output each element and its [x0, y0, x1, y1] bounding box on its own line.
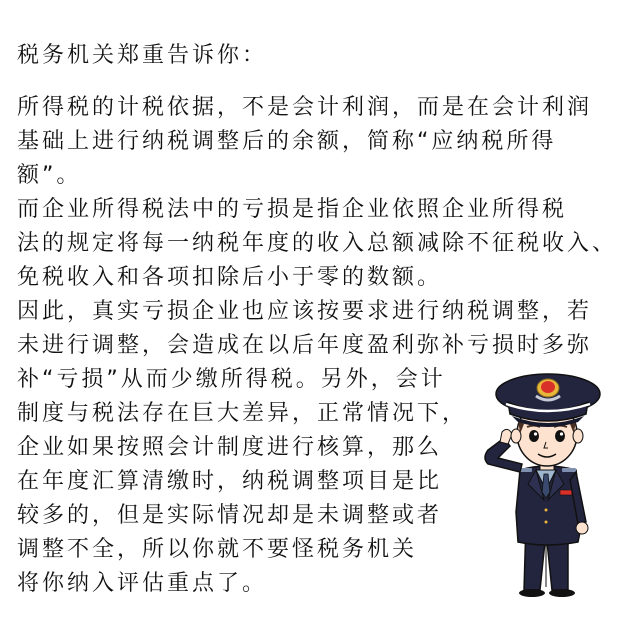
text-line: 制度与税法存在巨大差异，正常情况下，: [17, 401, 468, 426]
text-line: 额”。: [17, 163, 82, 188]
text-line: 基础上进行纳税调整后的余额，简称“应纳税所得: [17, 129, 557, 154]
page-title: 税务机关郑重告诉你：: [17, 43, 268, 68]
text-line: 在年度汇算清缴时，纳税调整项目是比: [17, 469, 443, 494]
text-line: 而企业所得税法中的亏损是指企业依照企业所得税: [17, 197, 568, 222]
text-line: 所得税的计税依据，不是会计利润，而是在会计利润: [17, 95, 593, 120]
tax-officer-illustration: [478, 372, 618, 602]
text-line: 法的规定将每一纳税年度的收入总额减除不征税收入、: [17, 231, 618, 256]
text-line: 因此，真实亏损企业也应该按要求进行纳税调整，若: [17, 299, 593, 324]
text-line: 免税收入和各项扣除后小于零的数额。: [17, 265, 443, 290]
text-line: 未进行调整，会造成在以后年度盈利弥补亏损时多弥: [17, 333, 593, 358]
text-line: 较多的，但是实际情况却是未调整或者: [17, 503, 443, 528]
saluting-officer-icon: [478, 372, 618, 602]
text-line: 补“亏损”从而少缴所得税。另外，会计: [17, 367, 446, 392]
text-line: 企业如果按照会计制度进行核算，那么: [17, 435, 443, 460]
text-line: 将你纳入评估重点了。: [17, 571, 268, 596]
text-line: 调整不全，所以你就不要怪税务机关: [17, 537, 418, 562]
